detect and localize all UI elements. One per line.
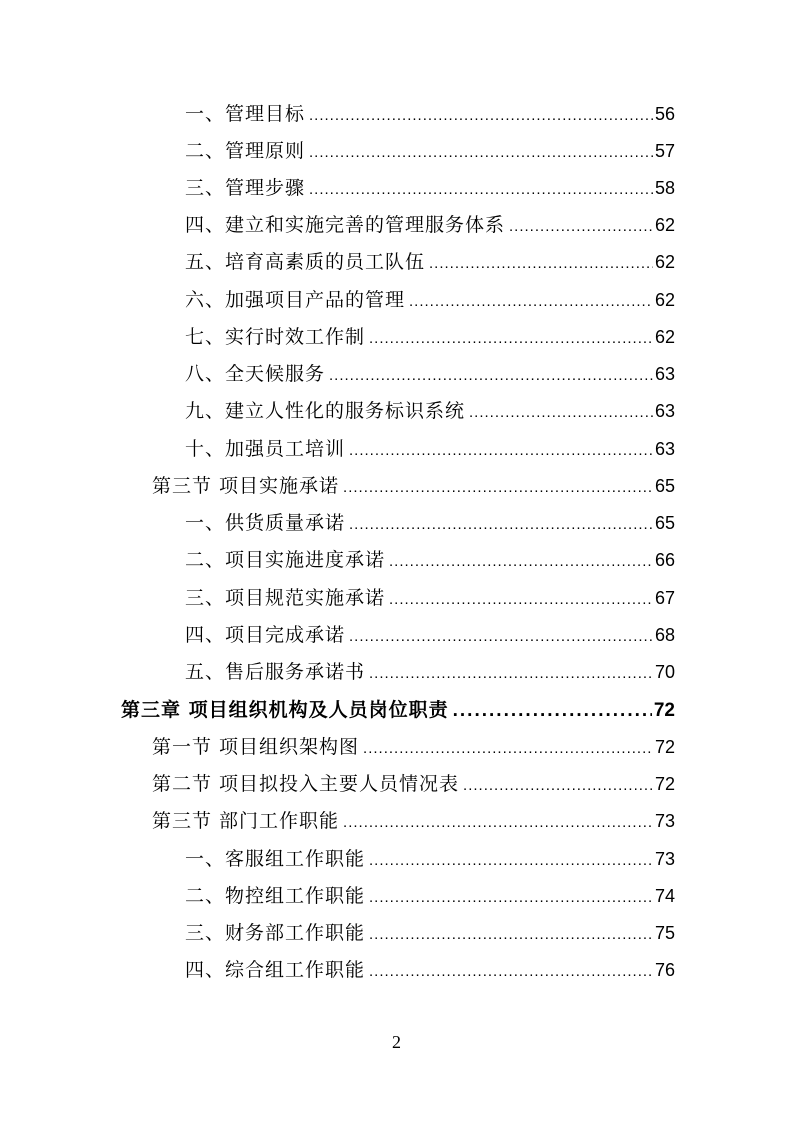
toc-entry[interactable]: [185, 285, 675, 315]
toc-entry-title: 一、供货质量承诺: [185, 512, 346, 534]
toc-dot-leader: [469, 398, 653, 428]
toc-dot-leader: [409, 287, 653, 317]
toc-dot-leader: [369, 659, 653, 689]
toc-dot-leader: [349, 510, 653, 540]
toc-entry-page: 57: [654, 141, 675, 161]
toc-dot-leader: [463, 771, 653, 801]
toc-entry-title: 四、项目完成承诺: [185, 624, 346, 646]
toc-entry-title: 四、综合组工作职能: [185, 959, 366, 981]
toc-entry-title: 八、全天候服务: [185, 363, 326, 385]
toc-entry-title: 九、建立人性化的服务标识系统: [185, 400, 466, 422]
toc-entry-page: 76: [654, 960, 675, 980]
toc-entry-title: 六、加强项目产品的管理: [185, 289, 406, 311]
toc-entry-page: 68: [654, 625, 675, 645]
toc-entry-title: 二、物控组工作职能: [185, 885, 366, 907]
toc-entry-page: 72: [653, 700, 675, 721]
page-number: 2: [392, 1032, 401, 1052]
toc-entry[interactable]: [185, 396, 675, 426]
toc-dot-leader: [309, 101, 653, 131]
toc-entry-title: 第三节 部门工作职能: [152, 810, 340, 832]
toc-entry[interactable]: [185, 247, 675, 277]
toc-section-entry[interactable]: [152, 732, 675, 762]
toc-dot-leader: [429, 249, 653, 279]
toc-entry[interactable]: [185, 508, 675, 538]
toc-entry-page: 74: [654, 886, 675, 906]
toc-entry[interactable]: [185, 322, 675, 352]
toc-entry-page: 65: [654, 476, 675, 496]
toc-entry-title: 第三节 项目实施承诺: [152, 475, 340, 497]
toc-entry-page: 72: [654, 774, 675, 794]
toc-entry-title: 一、客服组工作职能: [185, 848, 366, 870]
toc-entry-title: 一、管理目标: [185, 103, 306, 125]
toc-entry-title: 二、管理原则: [185, 140, 306, 162]
toc-entry-page: 56: [654, 104, 675, 124]
toc-dot-leader: [509, 212, 653, 242]
toc-section-entry[interactable]: [152, 769, 675, 799]
toc-entry-page: 75: [654, 923, 675, 943]
toc-entry-page: 72: [654, 737, 675, 757]
toc-dot-leader: [343, 808, 653, 838]
toc-entry[interactable]: [185, 173, 675, 203]
toc-entry[interactable]: [185, 210, 675, 240]
toc-entry[interactable]: [185, 136, 675, 166]
toc-entry-page: 63: [654, 364, 675, 384]
toc-dot-leader: [349, 622, 653, 652]
toc-dot-leader: [329, 361, 653, 391]
toc-entry[interactable]: [185, 434, 675, 464]
toc-entry-page: 66: [654, 550, 675, 570]
toc-entry-page: 65: [654, 513, 675, 533]
toc-entry-title: 七、实行时效工作制: [185, 326, 366, 348]
toc-entry-title: 三、项目规范实施承诺: [185, 587, 386, 609]
toc-dot-leader: [309, 175, 653, 205]
toc-entry-page: 67: [654, 588, 675, 608]
toc-entry-page: 63: [654, 439, 675, 459]
toc-entry-page: 73: [654, 811, 675, 831]
toc-dot-leader: [369, 920, 653, 950]
toc-section-entry[interactable]: [152, 471, 675, 501]
toc-entry-title: 四、建立和实施完善的管理服务体系: [185, 214, 506, 236]
toc-entry-title: 五、培育高素质的员工队伍: [185, 251, 426, 273]
toc-entry-title: 第一节 项目组织架构图: [152, 736, 360, 758]
toc-entry-page: 62: [654, 215, 675, 235]
toc-dot-leader: [309, 138, 653, 168]
toc-entry-page: 63: [654, 401, 675, 421]
toc-entry-page: 58: [654, 178, 675, 198]
toc-entry[interactable]: [185, 620, 675, 650]
toc-entry-page: 62: [654, 327, 675, 347]
toc-entry-title: 二、项目实施进度承诺: [185, 549, 386, 571]
toc-entry-title: 三、财务部工作职能: [185, 922, 366, 944]
toc-entry[interactable]: [185, 99, 675, 129]
toc-dot-leader: [343, 473, 653, 503]
toc-entry[interactable]: [185, 545, 675, 575]
toc-entry-title: 第三章 项目组织机构及人员岗位职责: [121, 699, 449, 721]
toc-entry-title: 第二节 项目拟投入主要人员情况表: [152, 773, 460, 795]
toc-entry[interactable]: [185, 955, 675, 985]
toc-entry[interactable]: [185, 583, 675, 613]
toc-entry-page: 62: [654, 252, 675, 272]
toc-entry-page: 73: [654, 849, 675, 869]
toc-entry[interactable]: [185, 359, 675, 389]
toc-chapter-entry[interactable]: [121, 695, 675, 725]
toc-entry-page: 62: [654, 290, 675, 310]
toc-dot-leader: [453, 696, 652, 726]
toc-dot-leader: [369, 957, 653, 987]
toc-dot-leader: [389, 547, 653, 577]
toc-dot-leader: [369, 883, 653, 913]
toc-dot-leader: [369, 324, 653, 354]
toc-entry-title: 五、售后服务承诺书: [185, 661, 366, 683]
toc-section-entry[interactable]: [152, 806, 675, 836]
toc-entry-title: 三、管理步骤: [185, 177, 306, 199]
toc-entry-title: 十、加强员工培训: [185, 438, 346, 460]
toc-dot-leader: [369, 846, 653, 876]
toc-dot-leader: [363, 734, 653, 764]
toc-dot-leader: [349, 436, 653, 466]
toc-entry-page: 70: [654, 662, 675, 682]
toc-entry[interactable]: [185, 657, 675, 687]
toc-entry[interactable]: [185, 881, 675, 911]
toc-entry[interactable]: [185, 844, 675, 874]
toc-dot-leader: [389, 585, 653, 615]
toc-entry[interactable]: [185, 918, 675, 948]
